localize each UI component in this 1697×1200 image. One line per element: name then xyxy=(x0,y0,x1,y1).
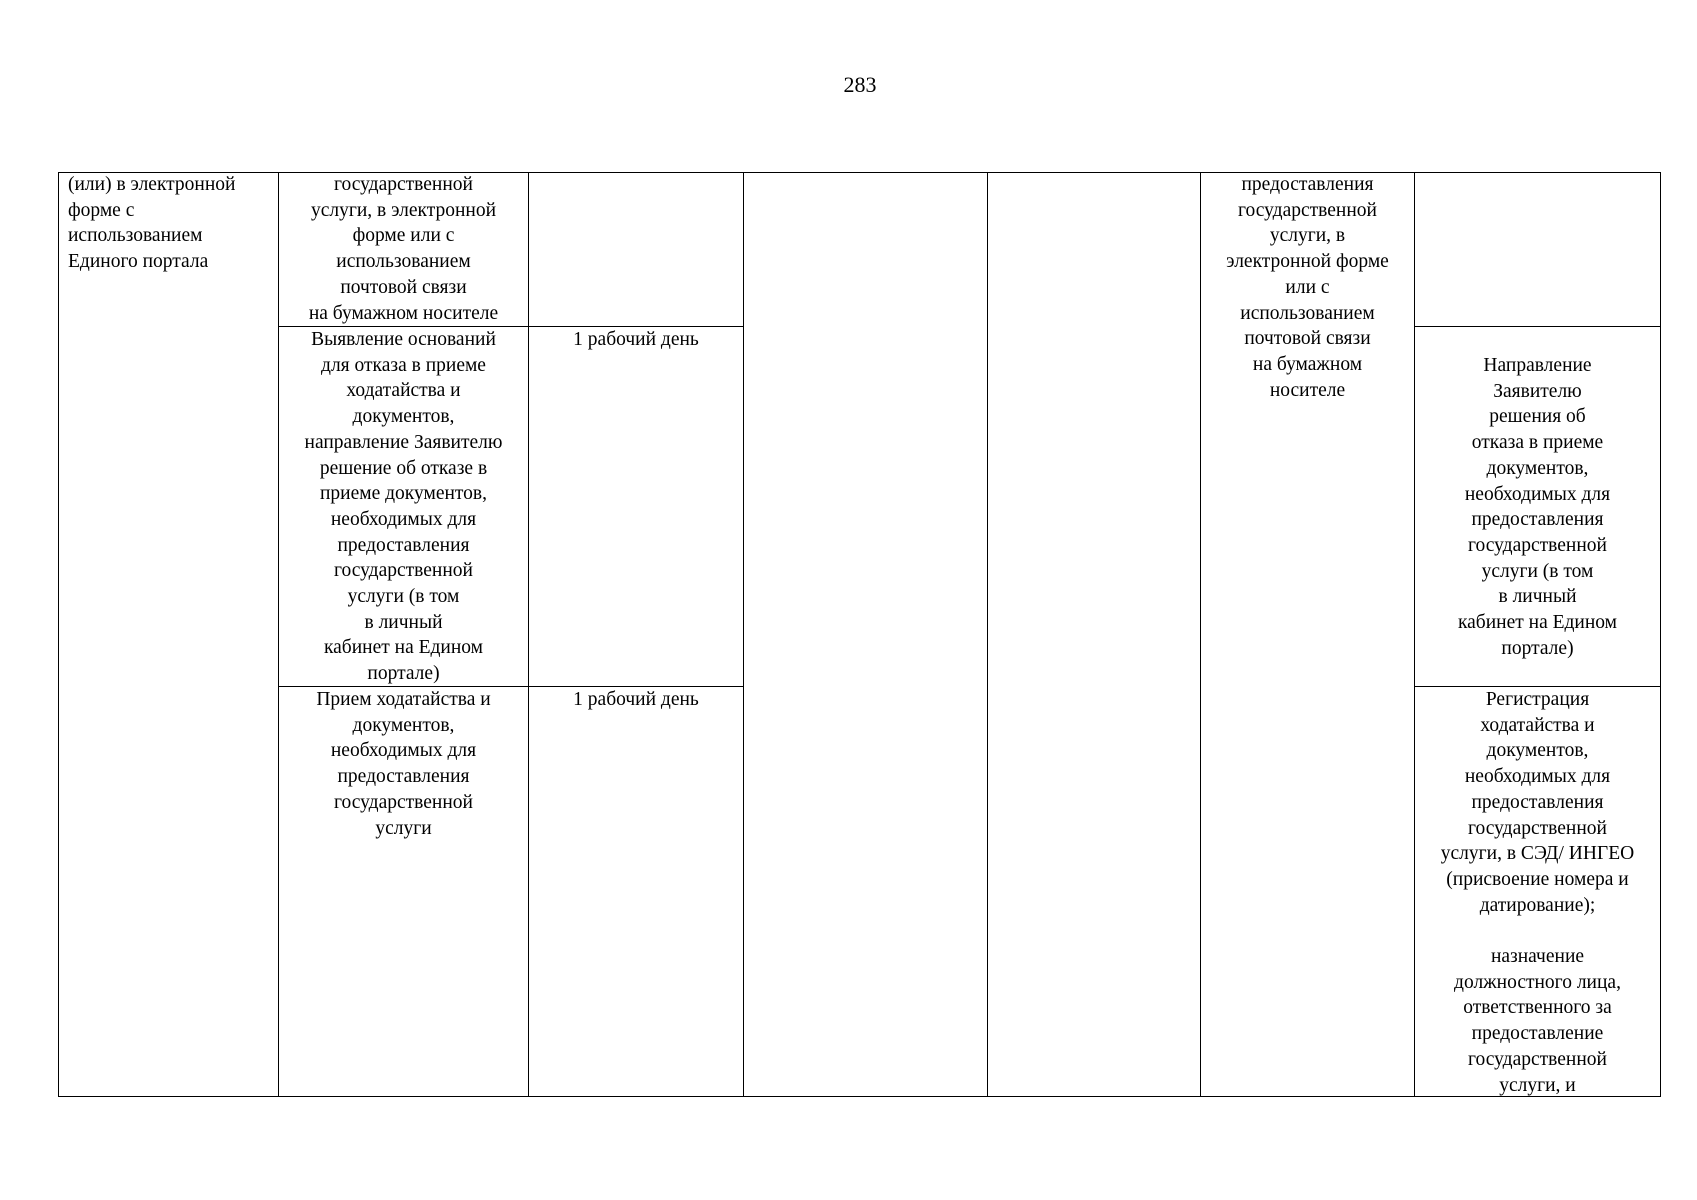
method-cell: предоставления государственной услуги, в электронной форме или с использованием почтовой связи на бумажном носителе xyxy=(1226,174,1389,401)
table-right-border xyxy=(1660,172,1661,1097)
duration-cell-row2: 1 рабочий день xyxy=(573,329,699,350)
table-left-border xyxy=(58,172,59,1097)
result-cell-row3: Регистрация ходатайства и документов, необходимых для предоставления государственной услуги, в СЭД/ ИНГЕО (присвоение номера и датирование); назначение должностного лица, ответственного за предоставление государственной услуги, и xyxy=(1440,689,1635,1096)
procedure-table xyxy=(58,172,1661,1097)
action-cell-row3: Прием ходатайства и документов, необходимых для предоставления государственной услуги xyxy=(316,689,491,839)
column-divider xyxy=(743,172,744,1097)
submission-method-cell: (или) в электронной форме с использованием Единого портала xyxy=(68,174,236,273)
action-cell-row1: государственной услуги, в электронной форме или с использованием почтовой связи на бумажном носителе xyxy=(308,174,499,324)
column-divider xyxy=(987,172,988,1097)
result-cell-row2: Направление Заявителю решения об отказа в приеме документов, необходимых для предоставления государственной услуги (в том в личный кабинет на Едином портале) xyxy=(1457,355,1618,659)
page-number: 283 xyxy=(843,72,877,97)
duration-cell-row3: 1 рабочий день xyxy=(573,689,699,710)
action-cell-row2: Выявление оснований для отказа в приеме ходатайства и документов, направление Заявителю решение об отказе в приеме документов, необходимых для предоставления государственной услуги (в том в личный кабинет на Едином портале) xyxy=(304,329,503,685)
column-divider xyxy=(528,172,529,1097)
row-divider xyxy=(1414,326,1661,327)
